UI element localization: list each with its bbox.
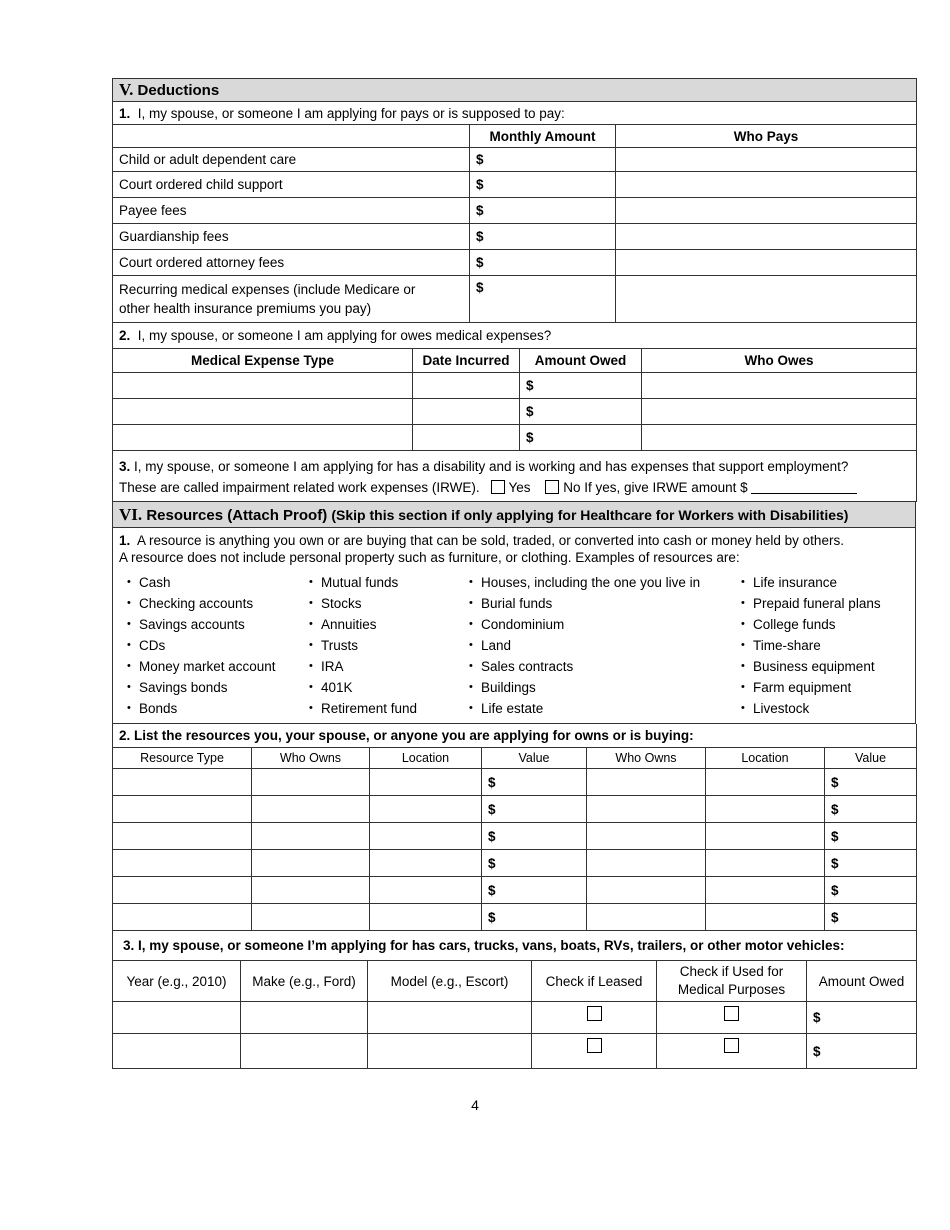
resources-header-row <box>113 748 917 769</box>
deduction-row-medical <box>113 276 917 323</box>
resources-list-table <box>112 724 917 931</box>
who-owns-field[interactable] <box>252 823 370 850</box>
deduction-row-guardianship <box>113 224 917 250</box>
date-incurred-field[interactable] <box>413 373 520 399</box>
resource-examples-col3 <box>467 572 739 719</box>
vehicle-model-header: Model (e.g., Escort) <box>368 961 532 1002</box>
vehicle-year-field[interactable] <box>113 1034 241 1069</box>
irwe-no-label: No <box>563 480 581 495</box>
resource-example: • Savings bonds <box>125 677 307 698</box>
location-field[interactable] <box>370 769 482 796</box>
resource-type-field[interactable] <box>113 823 252 850</box>
section-vi-title: Resources (Attach Proof) <box>146 506 328 524</box>
resource-example: • Mutual funds <box>307 572 467 593</box>
medical-expense-row <box>113 373 917 399</box>
deductions-q3-text: I, my spouse, or someone I am applying for has a disability and is working and has expenses that support employment? <box>134 459 849 474</box>
resources-q1-text: A resource is anything you own or are buying that can be sold, traded, or converted into cash or money held by others. A resource does not include personal property such as furniture, or clothing. Examples of resources are: <box>119 533 844 565</box>
resource-example: • Time-share <box>739 635 909 656</box>
resource-example: • Livestock <box>739 698 909 719</box>
section-v-title: Deductions <box>137 82 220 99</box>
irwe-amount-field[interactable] <box>751 481 857 494</box>
medical-purposes-checkbox[interactable] <box>724 1038 739 1053</box>
amount-owed-field[interactable]: $ <box>520 373 642 399</box>
resource-example: • Money market account <box>125 656 307 677</box>
resource-example: • Land <box>467 635 739 656</box>
resource-type-field[interactable] <box>113 904 252 931</box>
monthly-amount-field[interactable]: $ <box>470 224 616 250</box>
who-owns-field-2[interactable] <box>587 904 706 931</box>
deductions-section <box>112 78 917 323</box>
who-pays-field[interactable] <box>616 172 917 198</box>
resource-example: • Prepaid funeral plans <box>739 593 909 614</box>
monthly-amount-header: Monthly Amount <box>470 125 616 148</box>
value-field-2[interactable]: $ <box>825 904 917 931</box>
medical-expense-type-header: Medical Expense Type <box>113 349 413 373</box>
resource-row <box>113 904 917 931</box>
deduction-label: Recurring medical expenses (include Medicare or other health insurance premiums you pay) <box>113 276 470 323</box>
location-field[interactable] <box>370 877 482 904</box>
location-field[interactable] <box>370 823 482 850</box>
value-header: Value <box>482 748 587 769</box>
resource-example: • Trusts <box>307 635 467 656</box>
resource-example: • Farm equipment <box>739 677 909 698</box>
deduction-row-payee-fees <box>113 198 917 224</box>
section-vi-subtitle: (Skip this section if only applying for Healthcare for Workers with Disabilities) <box>331 506 849 523</box>
medical-expense-row <box>113 425 917 451</box>
resources-q1-num: 1. <box>119 533 131 548</box>
deduction-label: Payee fees <box>113 198 470 224</box>
location-field[interactable] <box>370 796 482 823</box>
who-owns-field[interactable] <box>252 769 370 796</box>
date-incurred-field[interactable] <box>413 425 520 451</box>
vehicle-medical-header: Check if Used for Medical Purposes <box>657 961 807 1002</box>
leased-checkbox[interactable] <box>587 1006 602 1021</box>
irwe-no-checkbox[interactable] <box>545 480 559 494</box>
vehicle-make-field[interactable] <box>241 1034 368 1069</box>
irwe-yes-label: Yes <box>508 480 531 495</box>
who-pays-field[interactable] <box>616 198 917 224</box>
medical-expenses-table <box>112 323 917 502</box>
location-field-2[interactable] <box>706 904 825 931</box>
resource-example: • IRA <box>307 656 467 677</box>
vehicle-model-field[interactable] <box>368 1002 532 1034</box>
resource-example: • Checking accounts <box>125 593 307 614</box>
resources-q1-row <box>113 528 916 724</box>
vehicle-amount-owed-field[interactable]: $ <box>807 1034 917 1069</box>
monthly-amount-field[interactable]: $ <box>470 172 616 198</box>
who-owns-field-2[interactable] <box>587 850 706 877</box>
section-vi-header <box>113 502 916 528</box>
page-number: 4 <box>471 1097 479 1113</box>
location-field[interactable] <box>370 904 482 931</box>
deduction-label: Child or adult dependent care <box>113 148 470 172</box>
resource-example: • Sales contracts <box>467 656 739 677</box>
section-v-roman: V. <box>119 80 134 99</box>
deductions-q2-row <box>113 323 917 349</box>
resource-row <box>113 823 917 850</box>
resource-example: • Life insurance <box>739 572 909 593</box>
value-field[interactable]: $ <box>482 769 587 796</box>
value-field[interactable]: $ <box>482 796 587 823</box>
deduction-label: Court ordered attorney fees <box>113 250 470 276</box>
resource-row <box>113 769 917 796</box>
deductions-q1-text: I, my spouse, or someone I am applying for pays or is supposed to pay: <box>137 105 565 121</box>
resource-row <box>113 850 917 877</box>
resource-example: • Burial funds <box>467 593 739 614</box>
amount-owed-field[interactable]: $ <box>520 399 642 425</box>
vehicle-model-field[interactable] <box>368 1034 532 1069</box>
who-pays-field[interactable] <box>616 148 917 172</box>
resource-example: • Annuities <box>307 614 467 635</box>
deductions-q1-row <box>113 102 917 125</box>
resources-q2-text: 2. List the resources you, your spouse, or anyone you are applying for owns or is buying: <box>113 724 917 748</box>
value-field-2[interactable]: $ <box>825 823 917 850</box>
who-owns-field-2[interactable] <box>587 796 706 823</box>
resource-example: • College funds <box>739 614 909 635</box>
irwe-explanation: These are called impairment related work expenses (IRWE). <box>119 480 480 495</box>
who-owns-field-2[interactable] <box>587 769 706 796</box>
resource-type-header: Resource Type <box>113 748 252 769</box>
irwe-amount-label: If yes, give IRWE amount $ <box>584 480 748 495</box>
section-v-header <box>113 79 917 102</box>
vehicle-row <box>113 1002 917 1034</box>
deductions-q2-text: I, my spouse, or someone I am applying for owes medical expenses? <box>137 328 552 343</box>
deduction-row-child-care <box>113 148 917 172</box>
resource-example: • Life estate <box>467 698 739 719</box>
value-field-2[interactable]: $ <box>825 796 917 823</box>
location-field[interactable] <box>370 850 482 877</box>
resources-q3-row <box>113 931 917 961</box>
location-header: Location <box>370 748 482 769</box>
location-field-2[interactable] <box>706 877 825 904</box>
who-pays-field[interactable] <box>616 276 917 323</box>
vehicle-year-field[interactable] <box>113 1002 241 1034</box>
who-owns-field[interactable] <box>252 877 370 904</box>
resource-examples-col2 <box>307 572 467 719</box>
who-pays-field[interactable] <box>616 250 917 276</box>
amount-owed-field[interactable]: $ <box>520 425 642 451</box>
medical-expense-type-field[interactable] <box>113 373 413 399</box>
date-incurred-field[interactable] <box>413 399 520 425</box>
resource-type-field[interactable] <box>113 769 252 796</box>
who-owes-field[interactable] <box>642 373 917 399</box>
leased-checkbox[interactable] <box>587 1038 602 1053</box>
resource-example: • Condominium <box>467 614 739 635</box>
resource-example: • Houses, including the one you live in <box>467 572 739 593</box>
resource-row <box>113 877 917 904</box>
vehicle-amount-owed-field[interactable]: $ <box>807 1002 917 1034</box>
value-field-2[interactable]: $ <box>825 850 917 877</box>
resource-type-field[interactable] <box>113 850 252 877</box>
vehicle-make-header: Make (e.g., Ford) <box>241 961 368 1002</box>
value-field[interactable]: $ <box>482 823 587 850</box>
deductions-q3-num: 3. <box>119 459 131 474</box>
resource-example: • CDs <box>125 635 307 656</box>
who-owes-header: Who Owes <box>642 349 917 373</box>
vehicles-table <box>112 931 917 1069</box>
value-field[interactable]: $ <box>482 877 587 904</box>
resource-example: • Buildings <box>467 677 739 698</box>
resource-example: • Cash <box>125 572 307 593</box>
value-field[interactable]: $ <box>482 904 587 931</box>
section-vi-roman: VI. <box>119 504 143 524</box>
resource-example: • 401K <box>307 677 467 698</box>
location-field-2[interactable] <box>706 769 825 796</box>
resource-example: • Business equipment <box>739 656 909 677</box>
who-owns-field[interactable] <box>252 796 370 823</box>
monthly-amount-field[interactable]: $ <box>470 250 616 276</box>
resource-examples-col4 <box>739 572 909 719</box>
who-pays-field[interactable] <box>616 224 917 250</box>
medical-purposes-checkbox[interactable] <box>724 1006 739 1021</box>
vehicle-make-field[interactable] <box>241 1002 368 1034</box>
who-owns-field[interactable] <box>252 904 370 931</box>
monthly-amount-field[interactable]: $ <box>470 198 616 224</box>
vehicle-leased-header: Check if Leased <box>532 961 657 1002</box>
vehicles-header-row <box>113 961 917 1002</box>
resource-row <box>113 796 917 823</box>
resource-examples <box>119 566 909 723</box>
deduction-row-attorney-fees <box>113 250 917 276</box>
who-owns-field-2[interactable] <box>587 877 706 904</box>
resource-type-field[interactable] <box>113 877 252 904</box>
vehicle-amount-owed-header: Amount Owed <box>807 961 917 1002</box>
resources-q2-row <box>113 724 917 748</box>
value-field[interactable]: $ <box>482 850 587 877</box>
resource-example: • Bonds <box>125 698 307 719</box>
location-field-2[interactable] <box>706 823 825 850</box>
resource-examples-col1 <box>125 572 307 719</box>
deductions-q2-num: 2. <box>119 328 131 343</box>
medical-expense-row <box>113 399 917 425</box>
deductions-q1-num: 1. <box>119 105 131 121</box>
resources-section <box>112 502 916 724</box>
deduction-row-child-support <box>113 172 917 198</box>
resource-example: • Retirement fund <box>307 698 467 719</box>
deductions-header-row <box>113 125 917 148</box>
who-owes-field[interactable] <box>642 425 917 451</box>
value-field-2[interactable]: $ <box>825 877 917 904</box>
deductions-header-blank <box>113 125 470 148</box>
irwe-yes-checkbox[interactable] <box>491 480 505 494</box>
vehicle-row <box>113 1034 917 1069</box>
date-incurred-header: Date Incurred <box>413 349 520 373</box>
location-field-2[interactable] <box>706 796 825 823</box>
monthly-amount-field[interactable]: $ <box>470 148 616 172</box>
deduction-label: Court ordered child support <box>113 172 470 198</box>
location-header-2: Location <box>706 748 825 769</box>
deduction-label: Guardianship fees <box>113 224 470 250</box>
who-owes-field[interactable] <box>642 399 917 425</box>
form-page <box>112 78 916 1069</box>
who-owns-field[interactable] <box>252 850 370 877</box>
vehicle-year-header: Year (e.g., 2010) <box>113 961 241 1002</box>
irwe-row <box>113 451 917 502</box>
who-owns-header-2: Who Owns <box>587 748 706 769</box>
resources-q3-text: 3. I, my spouse, or someone I’m applying for has cars, trucks, vans, boats, RVs, trailers, or other motor vehicles: <box>113 931 917 961</box>
medical-expense-type-field[interactable] <box>113 425 413 451</box>
medical-expenses-header-row <box>113 349 917 373</box>
who-pays-header: Who Pays <box>616 125 917 148</box>
amount-owed-header: Amount Owed <box>520 349 642 373</box>
monthly-amount-field[interactable]: $ <box>470 276 616 323</box>
location-field-2[interactable] <box>706 850 825 877</box>
who-owns-field-2[interactable] <box>587 823 706 850</box>
who-owns-header: Who Owns <box>252 748 370 769</box>
resource-type-field[interactable] <box>113 796 252 823</box>
value-header-2: Value <box>825 748 917 769</box>
resource-example: • Savings accounts <box>125 614 307 635</box>
medical-expense-type-field[interactable] <box>113 399 413 425</box>
value-field-2[interactable]: $ <box>825 769 917 796</box>
resource-example: • Stocks <box>307 593 467 614</box>
